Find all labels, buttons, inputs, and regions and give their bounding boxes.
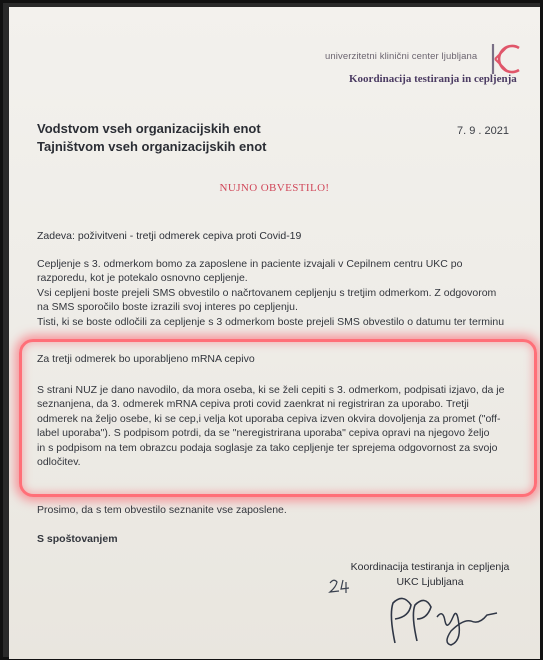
institution-name: univerzitetni klinični center ljubljana xyxy=(325,51,478,62)
paragraph-scheduling xyxy=(37,257,513,329)
signatory-line-2: UKC Ljubljana xyxy=(396,576,464,588)
notice-heading: NUJNO OBVESTILO! xyxy=(219,182,330,194)
paragraph-consent xyxy=(37,383,513,469)
handwritten-initial-icon xyxy=(327,577,353,595)
recipient-line-1: Vodstvom vseh organizacijskih enot xyxy=(37,121,261,136)
department-name: Koordinacija testiranja in cepljenja xyxy=(349,73,517,85)
text-line: Cepljenje s 3. odmerkom bomo za zaposlene in paciente izvajali v Cepilnem centru UKC po xyxy=(37,258,463,270)
vaccine-type-line: Za tretji odmerek bo uporabljeno mRNA cepivo xyxy=(37,353,255,365)
ukc-logo-icon xyxy=(487,41,527,77)
text-line: label uporaba"). S podpisom potrdi, da se "neregistrirana uporaba" cepiva opravi na njegovo željo xyxy=(37,427,490,440)
letter-date: 7. 9 . 2021 xyxy=(457,125,509,137)
text-line: na SMS sporočilo boste izrazili svoj interes po cepljenju. xyxy=(37,301,298,314)
closing-line: S spoštovanjem xyxy=(37,533,118,545)
recipient-line-2: Tajništvom vseh organizacijskih enot xyxy=(37,139,267,154)
text-line: Tisti, ki se boste odločili za cepljenje s 3 odmerkom boste prejeli SMS obvestilo o datumu ter terminu xyxy=(37,315,505,328)
text-line: S strani NUZ je dano navodilo, da mora oseba, ki se želi cepiti s 3. odmerkom, podpisati izjavo, da je xyxy=(37,384,505,396)
text-line: Vsi cepljeni boste prejeli SMS obvestilo o načrtovanem cepljenju s tretjim odmerkom. Z odgovorom xyxy=(37,286,497,299)
text-line: odločitev. xyxy=(37,456,81,469)
subject-line: Zadeva: poživitveni - tretji odmerek cepiva proti Covid-19 xyxy=(37,230,302,242)
text-line: odmerek na željo osebe, ki se cep,i velja kot uporaba cepiva izven okvira dovoljenja za promet ("off- xyxy=(37,412,501,425)
signatory-line-1: Koordinacija testiranja in cepljenja xyxy=(350,561,510,573)
letter-page xyxy=(9,7,540,659)
text-line: in s podpisom na tem obrazcu podaja soglasje za tako cepljenje ter sprejema odgovornost za svojo xyxy=(37,441,498,454)
text-line: razporedu, kot je potekalo osnovno cepljenje. xyxy=(37,272,248,285)
request-line: Prosimo, da s tem obvestilo seznanite vse zaposlene. xyxy=(37,504,287,516)
handwritten-signature-icon xyxy=(381,585,501,647)
text-line: seznanjena, da 3. odmerek mRNA cepiva proti covid zaenkrat ni registriran za uporabo. Tretji xyxy=(37,398,469,411)
